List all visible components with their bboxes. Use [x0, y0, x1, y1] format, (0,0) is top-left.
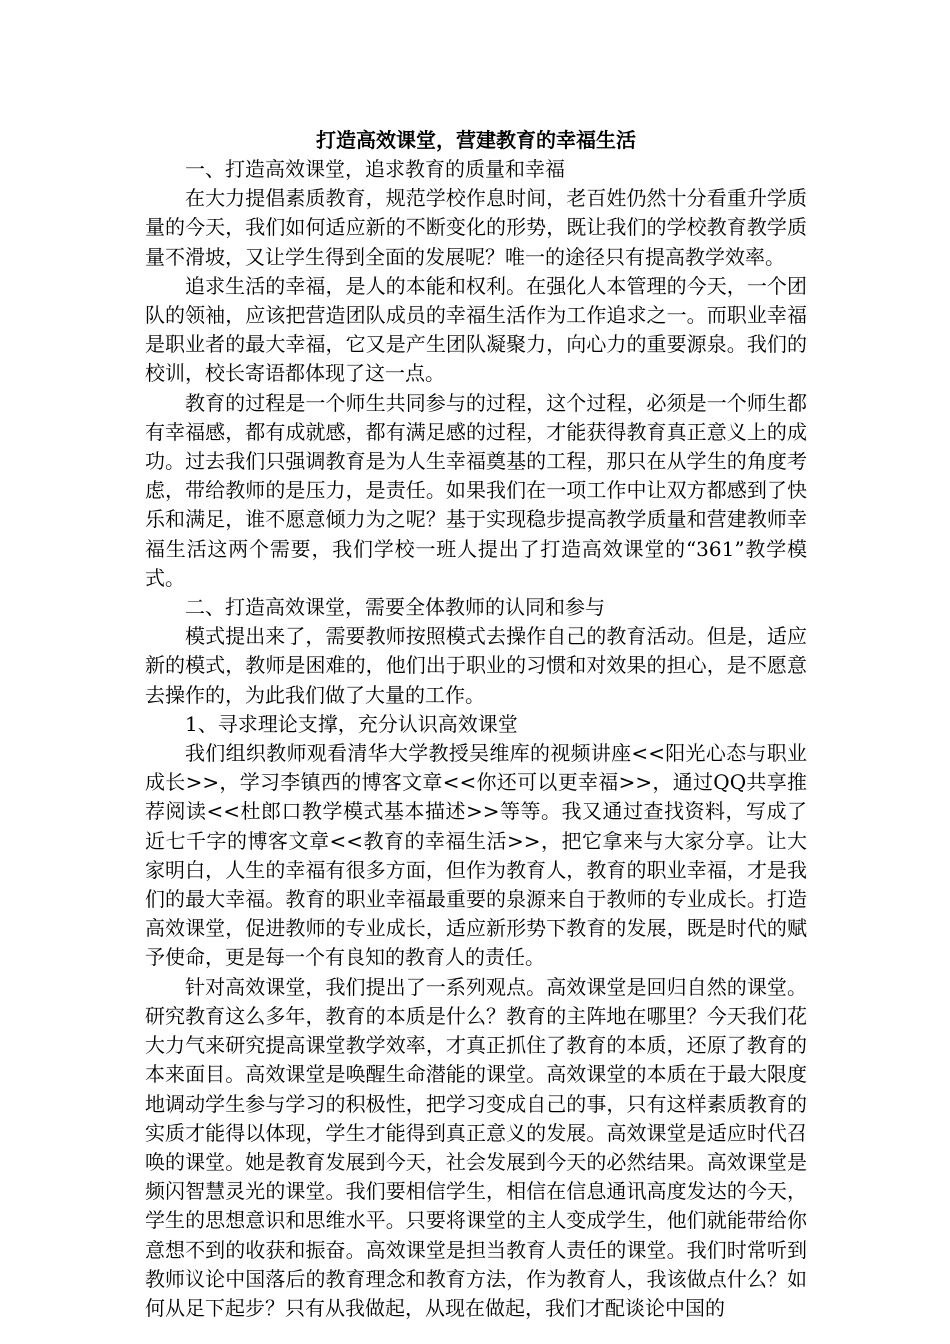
section-heading-1: 一、打造高效课堂，追求教育的质量和幸福: [185, 157, 565, 181]
document-title: 打造高效课堂，营建教育的幸福生活: [316, 128, 636, 152]
paragraph: 模式提出来了，需要教师按照模式去操作自己的教育活动。但是，适应新的模式，教师是困难的，他们出于职业的习惯和对效果的担心，是不愿意去操作的，为此我们做了大量的工作。: [145, 624, 807, 707]
subsection-heading-1: 1、寻求理论支撑，充分认识高效课堂: [185, 711, 518, 736]
paragraph: 针对高效课堂，我们提出了一系列观点。高效课堂是回归自然的课堂。研究教育这么多年，教育的本质是什么？教育的主阵地在哪里？今天我们花大力气来研究提高课堂教学效率，才真正抓住了教育的本质，还原了教育的本来面目。高效课堂是唤醒生命潜能的课堂。高效课堂的本质在于最大限度地调动学生参与学习的积极性，把学习变成自己的事，只有这样素质教育的实质才能得以体现，学生才能得到真正意义的发展。高效课堂是适应时代召唤的课堂。她是教育发展到今天，社会发展到今天的必然结果。高效课堂是频闪智慧灵光的课堂。我们要相信学生，相信在信息通讯高度发达的今天，学生的思想意识和思维水平。只要将课堂的主人变成学生，他们就能带给你意想不到的收获和振奋。高效课堂是担当教育人责任的课堂。我们时常听到教师议论中国落后的教育理念和教育方法，作为教育人，我该做点什么？如何从足下起步？只有从我做起，从现在做起，我们才配谈论中国的: [145, 974, 807, 1320]
section-heading-2: 二、打造高效课堂，需要全体教师的认同和参与: [185, 595, 605, 620]
paragraph: 在大力提倡素质教育，规范学校作息时间，老百姓仍然十分看重升学质量的今天，我们如何适应新的不断变化的形势，既让我们的学校教育教学质量不滑坡，又让学生得到全面的发展呢？唯一的途径只有提高教学效率。: [145, 186, 807, 269]
paragraph: 我们组织教师观看清华大学教授吴维库的视频讲座<<阳光心态与职业成长>>，学习李镇西的博客文章<<你还可以更幸福>>，通过QQ共享推荐阅读<<杜郎口教学模式基本描述>>等等。我又通过查找资料，写成了近七千字的博客文章<<教育的幸福生活>>，把它拿来与大家分享。让大家明白，人生的幸福有很多方面，但作为教育人，教育的职业幸福，才是我们的最大幸福。教育的职业幸福最重要的泉源来自于教师的专业成长。打造高效课堂，促进教师的专业成长，适应新形势下教育的发展，既是时代的赋予使命，更是每一个有良知的教育人的责任。: [145, 741, 807, 970]
paragraph: 教育的过程是一个师生共同参与的过程，这个过程，必须是一个师生都有幸福感，都有成就感，都有满足感的过程，才能获得教育真正意义上的成功。过去我们只强调教育是为人生幸福奠基的工程，那只在从学生的角度考虑，带给教师的是压力，是责任。如果我们在一项工作中让双方都感到了快乐和满足，谁不愿意倾力为之呢？基于实现稳步提高教学质量和营建教师幸福生活这两个需要，我们学校一班人提出了打造高效课堂的“361”教学模式。: [145, 390, 807, 590]
document-page: [145, 126, 807, 1323]
paragraph: 追求生活的幸福，是人的本能和权利。在强化人本管理的今天，一个团队的领袖，应该把营造团队成员的幸福生活作为工作追求之一。而职业幸福是职业者的最大幸福，它又是产生团队凝聚力，向心力的重要源泉。我们的校训，校长寄语都体现了这一点。: [145, 273, 807, 386]
